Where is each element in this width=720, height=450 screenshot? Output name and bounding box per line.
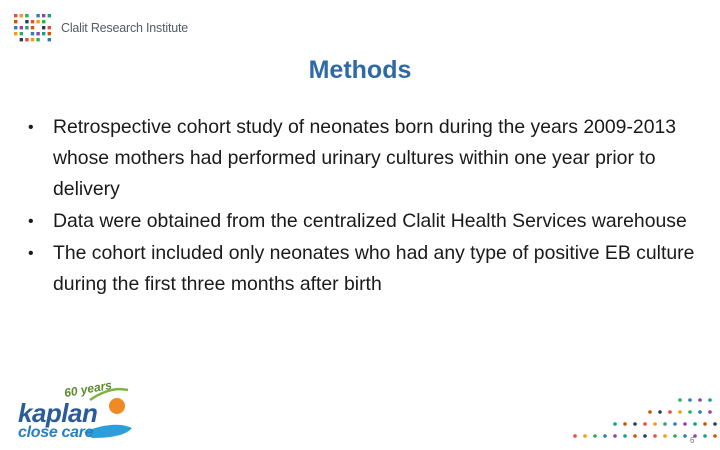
years-badge: 60 years <box>63 377 113 401</box>
kaplan-subtitle: close care <box>18 424 94 441</box>
bullet-item <box>26 238 706 300</box>
kaplan-logo <box>14 376 144 446</box>
kaplan-name: kaplan <box>18 398 98 428</box>
logo-text: Clalit Research Institute <box>61 21 189 35</box>
bullet-icon: • <box>28 245 34 262</box>
clalit-logo <box>12 12 188 44</box>
bullet-text: The cohort included only neonates who had any type of positive EB culture during the first three months after birth <box>53 242 695 295</box>
bullet-item <box>26 206 706 237</box>
dot-grid-logo-icon <box>12 12 54 44</box>
bullet-text: Retrospective cohort study of neonates born during the years 2009-2013 whose mothers had performed urinary cultures within one year prior to delivery <box>53 116 677 200</box>
bullet-icon: • <box>28 213 34 230</box>
bullet-icon: • <box>28 119 34 136</box>
bullet-text: Data were obtained from the centralized Clalit Health Services warehouse <box>53 210 687 232</box>
bullet-list <box>26 112 706 301</box>
bullet-item <box>26 112 706 205</box>
slide-title <box>0 56 720 85</box>
slide-title-text: Methods <box>308 56 412 84</box>
page-number: 6 <box>690 436 695 445</box>
decorative-dots-icon <box>560 392 720 444</box>
